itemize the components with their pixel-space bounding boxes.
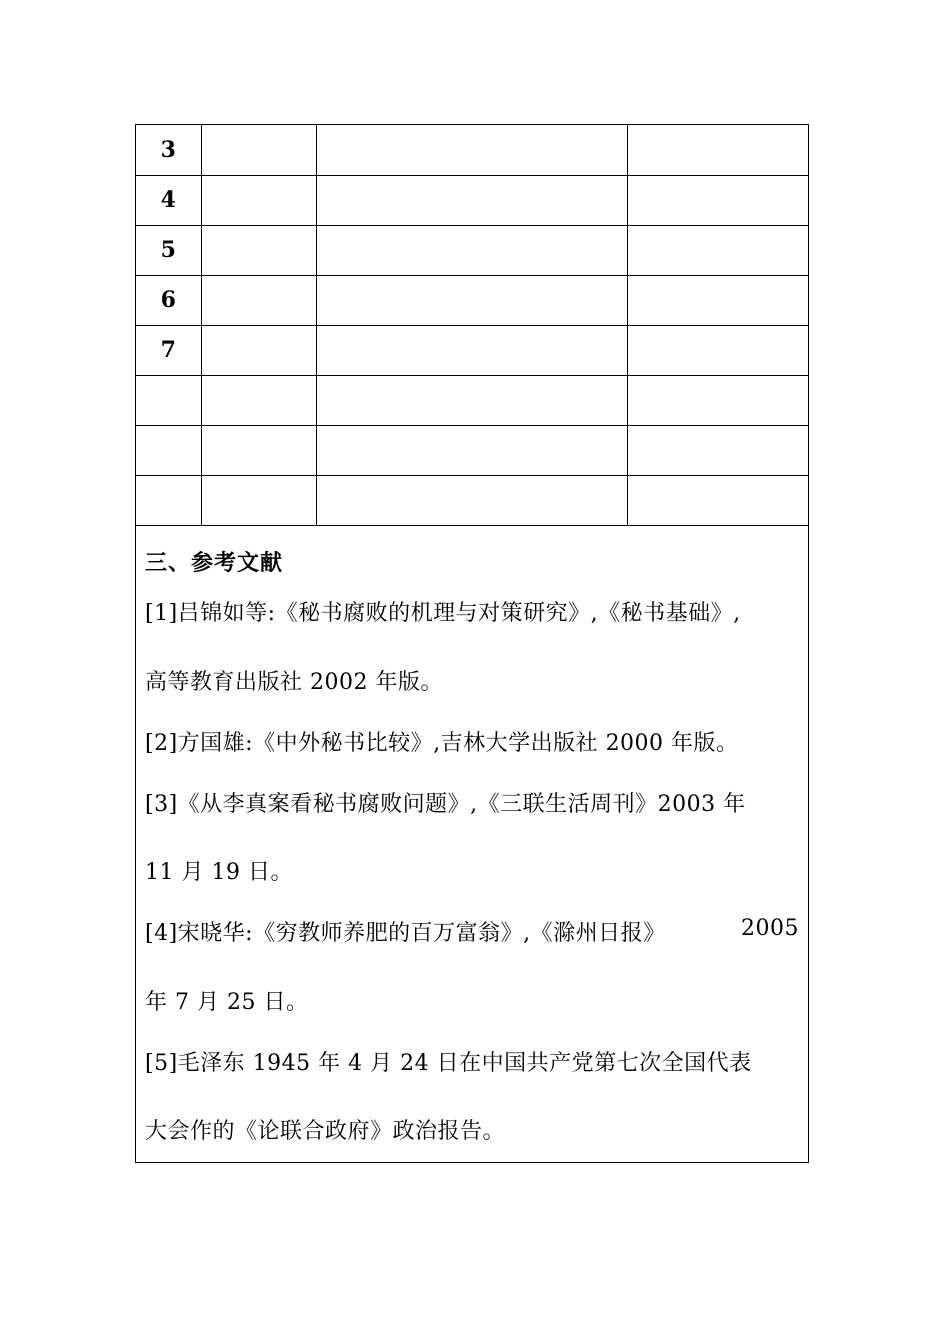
table-cell	[316, 225, 627, 275]
row-number-cell: 6	[136, 275, 201, 325]
reference-line: 大会作的《论联合政府》政治报告。	[145, 1119, 506, 1144]
table-row	[136, 325, 808, 375]
table-row	[136, 125, 808, 175]
table-cell	[627, 325, 808, 375]
table-cell	[627, 425, 808, 475]
items-table	[136, 125, 808, 526]
reference-line	[145, 916, 799, 947]
row-number-cell: 4	[136, 175, 201, 225]
row-number-cell: 5	[136, 225, 201, 275]
table-row	[136, 175, 808, 225]
reference-line: [1]吕锦如等:《秘书腐败的机理与对策研究》,《秘书基础》,	[145, 601, 741, 626]
table-cell	[316, 425, 627, 475]
table-cell	[316, 175, 627, 225]
table-cell	[201, 125, 316, 175]
row-number-cell	[136, 375, 201, 425]
reference-line: [3]《从李真案看秘书腐败问题》,《三联生活周刊》2003 年	[145, 792, 746, 817]
table-cell	[627, 225, 808, 275]
table-cell	[627, 375, 808, 425]
table-cell	[627, 175, 808, 225]
reference-line: [5]毛泽东 1945 年 4 月 24 日在中国共产党第七次全国代表	[145, 1051, 752, 1076]
reference-line-text: [4]宋晓华:《穷教师养肥的百万富翁》,《滁州日报》	[145, 921, 666, 946]
table-row	[136, 225, 808, 275]
table-cell	[201, 225, 316, 275]
references-heading: 三、参考文献	[145, 550, 284, 576]
table-row	[136, 425, 808, 475]
table-cell	[627, 475, 808, 525]
reference-line: [2]方国雄:《中外秘书比较》,吉林大学出版社 2000 年版。	[145, 731, 739, 756]
table-cell	[201, 325, 316, 375]
table-cell	[201, 375, 316, 425]
table-cell	[627, 125, 808, 175]
table-cell	[316, 275, 627, 325]
table-row	[136, 375, 808, 425]
table-cell	[201, 425, 316, 475]
table-cell	[201, 175, 316, 225]
row-number-cell: 7	[136, 325, 201, 375]
document-table-frame	[135, 124, 809, 1163]
reference-line-year: 2005	[741, 916, 799, 941]
table-row	[136, 275, 808, 325]
table-cell	[316, 125, 627, 175]
reference-line: 年 7 月 25 日。	[145, 990, 309, 1015]
table-cell	[201, 275, 316, 325]
table-cell	[316, 325, 627, 375]
reference-line: 高等教育出版社 2002 年版。	[145, 670, 443, 695]
table-cell	[316, 375, 627, 425]
table-cell	[201, 475, 316, 525]
table-cell	[316, 475, 627, 525]
reference-line: 11 月 19 日。	[145, 860, 293, 885]
table-row	[136, 475, 808, 525]
table-cell	[627, 275, 808, 325]
row-number-cell	[136, 475, 201, 525]
row-number-cell: 3	[136, 125, 201, 175]
row-number-cell	[136, 425, 201, 475]
